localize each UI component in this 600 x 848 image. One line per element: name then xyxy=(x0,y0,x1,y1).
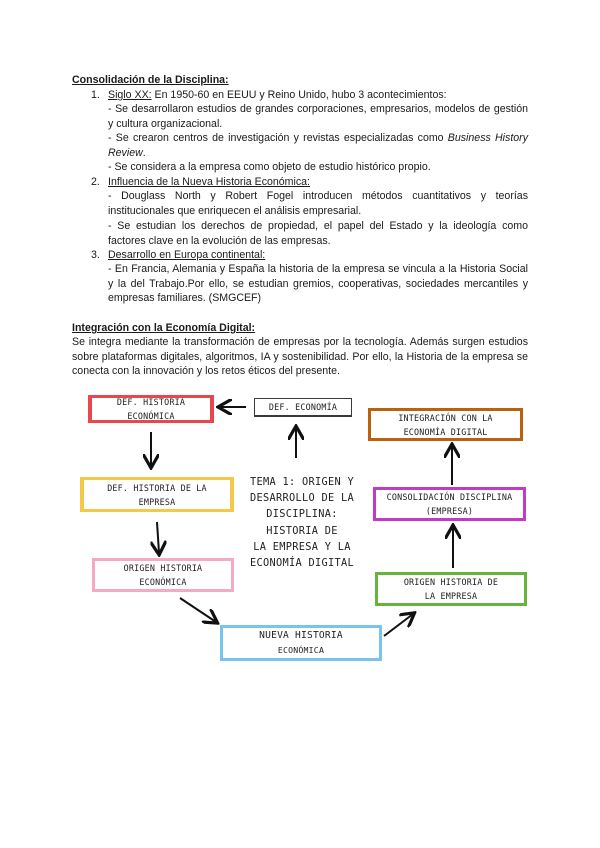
node-def-historia-empresa xyxy=(80,477,234,512)
arrow-to-origen-historia-empresa xyxy=(384,614,413,636)
node-label: DEF. HISTORIA DE LA xyxy=(107,482,207,493)
list-item-text: En 1950-60 en EEUU y Reino Unido, hubo 3 acontecimientos: xyxy=(151,89,447,101)
center-title-line: TEMA 1: ORIGEN Y xyxy=(250,476,354,488)
arrow-down-to-origen-historia-economica xyxy=(157,522,159,553)
journal-name: Business History Review xyxy=(108,132,528,159)
node-label: ORIGEN HISTORIA xyxy=(123,563,203,573)
bullet-text: - Se crearon centros de investigación y revistas especializadas como xyxy=(108,132,448,144)
list-item-nueva-historia: Influencia de la Nueva Historia Económica: xyxy=(108,176,310,188)
node-label: DEF. ECONOMÍA xyxy=(268,402,338,412)
center-title-line: DISCIPLINA: HISTORIA DE xyxy=(266,508,338,537)
node-origen-historia-empresa xyxy=(375,572,527,606)
node-label: NUEVA HISTORIA xyxy=(259,630,343,641)
integracion-paragraph: Se integra mediante la transformación de empresas por la tecnología. Además surgen estudios sobre plataformas digitales, algoritmos, IA y sostenibilidad. Por ello, la Historia de la empresa se conecta con la innovación y los retos éticos del presente. xyxy=(72,336,528,378)
node-label: INTEGRACIÓN CON LA xyxy=(398,412,493,423)
section-consolidacion-title: Consolidación de la Disciplina: xyxy=(72,74,229,86)
node-def-historia-economica xyxy=(88,395,214,423)
node-label: ECONÓMICA xyxy=(277,645,325,655)
node-label: ECONOMÍA DIGITAL xyxy=(403,426,488,437)
diagram-center-title xyxy=(238,474,366,571)
node-nueva-historia-economica xyxy=(220,625,382,661)
center-title-line: DESARROLLO DE LA xyxy=(250,492,354,505)
bullet-estudios-corporaciones: - Se desarrollaron estudios de grandes corporaciones, empresarios, modelos de gestión y cultura organizacional. xyxy=(108,103,528,130)
node-label: DEF. HISTORIA ECONÓMICA xyxy=(116,397,186,421)
list-number-1: 1. xyxy=(91,89,100,101)
list-number-3: 3. xyxy=(91,249,100,261)
node-def-economia xyxy=(254,398,352,417)
center-title-line: LA EMPRESA Y LA xyxy=(253,540,351,553)
bullet-francia-alemania: - En Francia, Alemania y España la historia de la empresa se vincula a la Historia Social y la del Trabajo.Por ello, se estudian gremios, cooperativas, sociedades mercantiles y empresas familiares. (SMGCEF) xyxy=(108,263,528,305)
node-label: ECONÓMICA xyxy=(139,577,187,587)
list-item-europa: Desarrollo en Europa continental: xyxy=(108,249,266,261)
bullet-derechos-propiedad: - Se estudian los derechos de propiedad, el papel del Estado y la ideología como factores clave en la evolución de las empresas. xyxy=(108,220,528,247)
node-label: CONSOLIDACIÓN DISCIPLINA xyxy=(386,492,513,502)
list-item-label: Siglo XX: xyxy=(108,89,152,101)
node-label: EMPRESA xyxy=(138,496,176,507)
bullet-empresa-objeto: - Se considera a la empresa como objeto de estudio histórico propio. xyxy=(108,161,431,173)
node-consolidacion-disciplina xyxy=(373,487,526,521)
bullet-north-fogel: - Douglass North y Robert Fogel introducen métodos cuantitativos y teorías institucionales que enriquecen el análisis empresarial. xyxy=(108,190,528,217)
node-label: ORIGEN HISTORIA DE xyxy=(403,577,499,587)
arrow-to-nueva-historia xyxy=(180,598,216,622)
list-number-2: 2. xyxy=(91,176,100,188)
node-label: LA EMPRESA xyxy=(424,591,478,601)
node-integracion-economia-digital xyxy=(368,408,523,441)
section-integracion-title: Integración con la Economía Digital: xyxy=(72,322,256,334)
journal-end: . xyxy=(142,146,146,159)
center-title-line: ECONOMÍA DIGITAL xyxy=(250,557,354,570)
node-label: (EMPRESA) xyxy=(425,506,474,516)
node-origen-historia-economica xyxy=(92,558,234,592)
